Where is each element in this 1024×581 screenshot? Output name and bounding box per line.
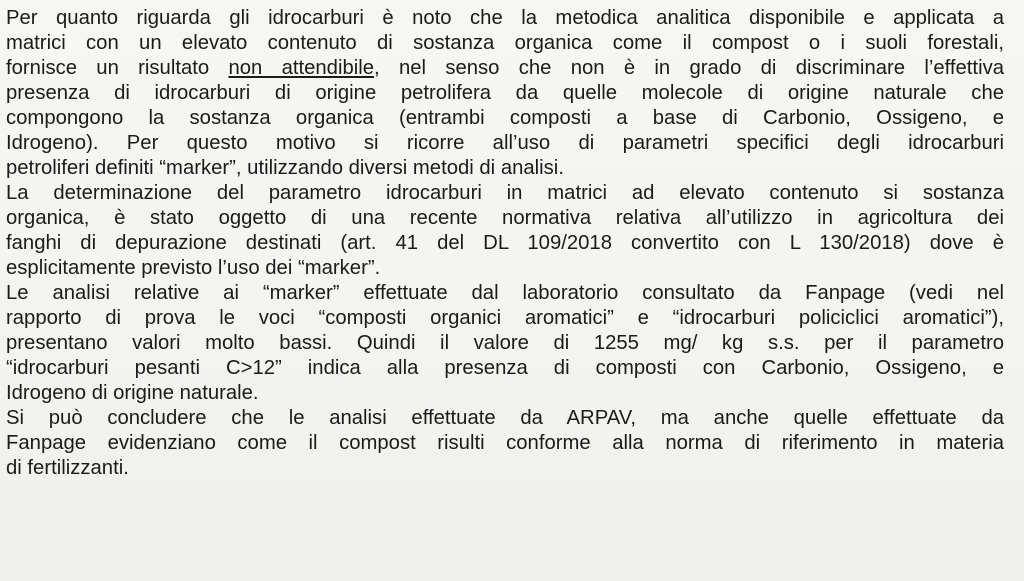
text-run: presentano valori molto bassi. Quindi il valore di 1255 mg/ kg s.s. per il parametro xyxy=(6,332,1004,354)
text-line xyxy=(6,181,1004,206)
text-run: esplicitamente previsto l’uso dei “marker”. xyxy=(6,257,381,279)
text-line xyxy=(6,331,1004,356)
document-body xyxy=(6,6,1004,481)
text-run: organica, è stato oggetto di una recente normativa relativa all’utilizzo in agricoltura dei xyxy=(6,207,1004,229)
text-line xyxy=(6,106,1004,131)
text-line xyxy=(6,456,1004,481)
text-run: Fanpage evidenziano come il compost risulti conforme alla norma di riferimento in materia xyxy=(6,432,1004,454)
text-run: fornisce un risultato xyxy=(6,57,229,79)
text-run: Idrogeno di origine naturale. xyxy=(6,382,259,404)
text-run: Si può concludere che le analisi effettuate da ARPAV, ma anche quelle effettuate da xyxy=(6,407,1004,429)
paragraph xyxy=(6,281,1004,406)
text-line xyxy=(6,431,1004,456)
text-line xyxy=(6,281,1004,306)
text-run: Le analisi relative ai “marker” effettuate dal laboratorio consultato da Fanpage (vedi nel xyxy=(6,282,1004,304)
text-run: La determinazione del parametro idrocarburi in matrici ad elevato contenuto si sostanza xyxy=(6,182,1004,204)
text-run: di fertilizzanti. xyxy=(6,457,129,479)
text-line xyxy=(6,206,1004,231)
text-line xyxy=(6,6,1004,31)
text-line xyxy=(6,256,1004,281)
text-line xyxy=(6,56,1004,81)
text-run: Per quanto riguarda gli idrocarburi è noto che la metodica analitica disponibile e applicata a xyxy=(6,7,1004,29)
text-line xyxy=(6,131,1004,156)
paragraph xyxy=(6,181,1004,281)
text-line xyxy=(6,356,1004,381)
text-run: presenza di idrocarburi di origine petrolifera da quelle molecole di origine naturale che xyxy=(6,82,1004,104)
text-line xyxy=(6,156,1004,181)
text-run: fanghi di depurazione destinati (art. 41 del DL 109/2018 convertito con L 130/2018) dove è xyxy=(6,232,1004,254)
text-run: “idrocarburi pesanti C>12” indica alla presenza di composti con Carbonio, Ossigeno, e xyxy=(6,357,1004,379)
paragraph xyxy=(6,406,1004,481)
text-line xyxy=(6,406,1004,431)
text-run: petroliferi definiti “marker”, utilizzando diversi metodi di analisi. xyxy=(6,157,564,179)
text-line xyxy=(6,381,1004,406)
text-run: matrici con un elevato contenuto di sostanza organica come il compost o i suoli forestali, xyxy=(6,32,1004,54)
text-line xyxy=(6,231,1004,256)
text-run: , nel senso che non è in grado di discriminare l’effettiva xyxy=(374,57,1004,79)
paragraph xyxy=(6,6,1004,181)
text-line xyxy=(6,306,1004,331)
text-line xyxy=(6,31,1004,56)
text-run: compongono la sostanza organica (entrambi composti a base di Carbonio, Ossigeno, e xyxy=(6,107,1004,129)
text-run: Idrogeno). Per questo motivo si ricorre all’uso di parametri specifici degli idrocarburi xyxy=(6,132,1004,154)
text-line xyxy=(6,81,1004,106)
underlined-text: non attendibile xyxy=(228,57,375,79)
text-run: rapporto di prova le voci “composti organici aromatici” e “idrocarburi policiclici aromatici”), xyxy=(6,307,1004,329)
